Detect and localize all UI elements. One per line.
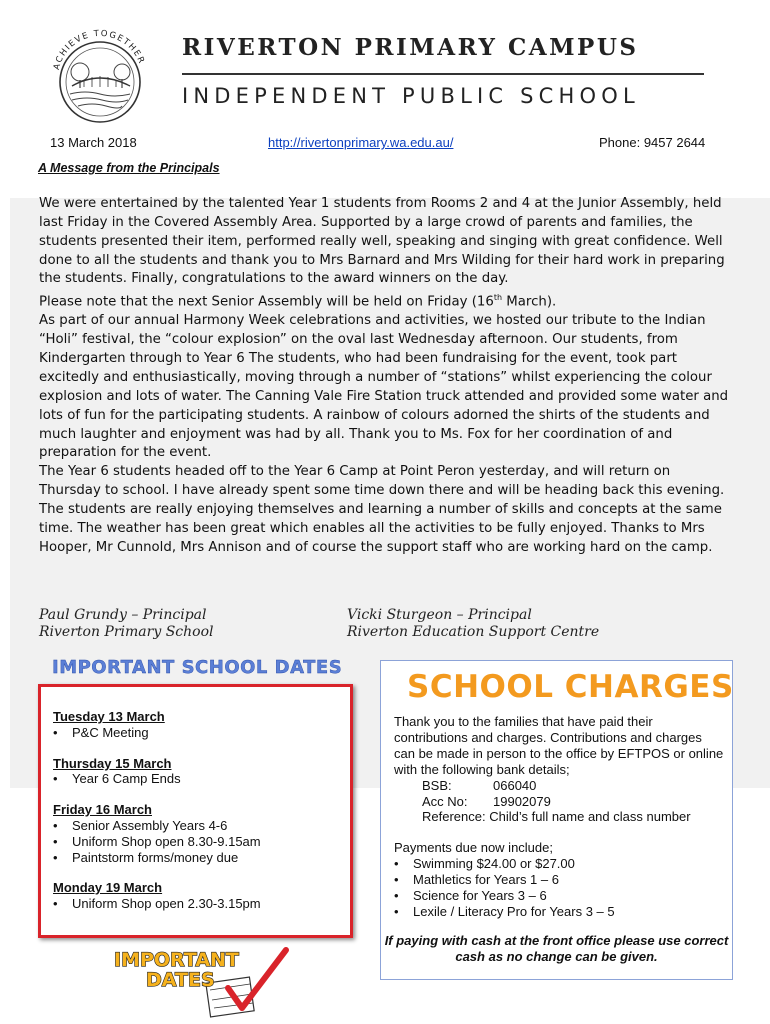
charges-intro: Thank you to the families that have paid their contributions and charges. Contributions and charges can be made in person to the office by EFTPOS or online with the following bank details; [394,714,724,777]
principals-message [39,195,729,557]
date-item: • Year 6 Camp Ends [53,771,261,787]
acc-label: Acc No: [422,793,468,809]
payments-heading: Payments due now include; [394,840,553,856]
important-dates-box [38,684,353,938]
acc-value: 19902079 [493,793,551,809]
newsletter-date: 13 March 2018 [50,135,137,150]
important-dates-badge [110,944,290,1018]
date-heading: Thursday 15 March [53,755,172,771]
signature-name: Vicki Sturgeon – Principal [347,607,532,623]
logo-motto: ACHIEVE TOGETHER [51,28,147,71]
payment-item: • Science for Years 3 – 6 [394,888,724,904]
date-item: • Senior Assembly Years 4-6 [53,818,261,834]
school-website-link[interactable]: http://rivertonprimary.wa.edu.au/ [268,135,454,150]
school-charges-title: SCHOOL CHARGES [407,669,734,705]
signature-school: Riverton Education Support Centre [347,624,600,640]
date-group [53,709,261,741]
date-heading: Friday 16 March [53,802,152,818]
date-group [53,802,261,865]
payment-item: • Lexile / Literacy Pro for Years 3 – 5 [394,904,724,920]
date-heading: Monday 19 March [53,880,163,896]
ordinal-suffix: th [493,293,503,303]
message-text: Please note that the next Senior Assembly will be held on Friday (16 [39,294,494,310]
message-heading: A Message from the Principals [38,161,220,175]
date-item: • Paintstorm forms/money due [53,850,261,866]
cash-payment-note: If paying with cash at the front office please use correct cash as no change can be given. [384,933,729,964]
date-item: • P&C Meeting [53,725,261,741]
signature-right [347,607,599,641]
message-text: March). [502,294,557,310]
message-paragraph [39,289,729,312]
bank-reference: Reference: Child’s full name and class number [422,809,691,825]
date-item: • Uniform Shop open 8.30-9.15am [53,834,261,850]
message-paragraph: The Year 6 students headed off to the Year 6 Camp at Point Peron yesterday, and will return on Thursday to school. I have already spent some time down there and will be heading back this evening. The students are really enjoying themselves and learning a number of skills and concepts at the same time. The weather has been great which enables all the activities to be fully enjoyed. Thanks to Mrs Hooper, Mr Cunnold, Mrs Annison and of course the support staff who are working hard on the camp. [39,464,725,555]
important-dates-title: IMPORTANT SCHOOL DATES [52,657,343,678]
dates-list [53,709,261,927]
date-group [53,756,261,788]
school-phone: Phone: 9457 2644 [599,135,706,150]
date-group [53,880,261,912]
charges-details [394,714,724,920]
signature-school: Riverton Primary School [39,624,214,640]
signature-name: Paul Grundy – Principal [39,607,207,623]
date-item: • Uniform Shop open 2.30-3.15pm [53,896,261,912]
school-charges-box [380,660,733,980]
school-subtitle: INDEPENDENT PUBLIC SCHOOL [182,84,640,108]
school-logo [42,20,158,136]
bank-account [394,794,724,810]
date-heading: Tuesday 13 March [53,709,165,724]
message-paragraph: As part of our annual Harmony Week celebrations and activities, we hosted our tribute to the Indian “Holi” festival, the “colour explosion” on the oval last Wednesday afternoon. Our students, from Kindergarten through to Year 6 The students, who had been fundraising for the event, took part excitedly and enthusiastically, moving through a number of “stations” whilst experiencing the colour explosion and lots of water. The Canning Vale Fire Station truck attended and provided some water and lots of fun for the participating students. A rainbow of colours adorned the shirts of the students and much laughter and enjoyment was had by all. Thank you to Ms. Fox for her coordination of and preparation for the event. [39,313,729,461]
badge-line-2: DATES [146,969,215,991]
header-divider [182,73,704,75]
payment-item: • Mathletics for Years 1 – 6 [394,872,724,888]
bsb-label: BSB: [422,777,452,793]
signature-left [39,607,213,641]
badge-line-1: IMPORTANT [114,949,239,971]
school-name: RIVERTON PRIMARY CAMPUS [182,34,639,61]
bank-bsb [394,778,724,794]
bsb-value: 066040 [493,777,537,793]
message-paragraph: We were entertained by the talented Year 1 students from Rooms 2 and 4 at the Junior Assembly, held last Friday in the Covered Assembly Area. Supported by a large crowd of parents and families, the students presented their item, performed really well, speaking and singing with great confidence. Well done to all the students and thank you to Mrs Barnard and Mrs Wilding for their hard work in preparing the students. Finally, congratulations to the award winners on the day. [39,196,725,287]
payment-item: • Swimming $24.00 or $27.00 [394,856,724,872]
